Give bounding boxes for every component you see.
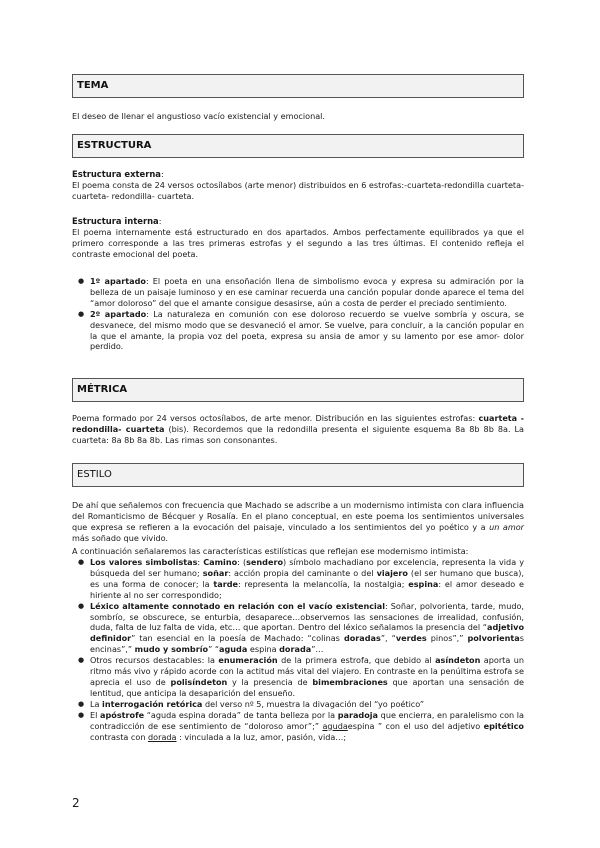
metrica-heading: MÉTRICA: [72, 378, 524, 402]
tema-heading: TEMA: [72, 74, 524, 98]
estructura-interna-text: El poema internamente está estructurado en dos apartados. Ambos perfectamente equilibrados ya que el primero corresponde a las tres primeras estrofas y el segundo a las tres últimas. El contenido refleja el contraste emocional del poeta.: [72, 226, 524, 259]
list-item: ● 1º apartado: El poeta en una ensoñación llena de simbolismo evoca y expresa su admiración por la belleza de un paisaje luminoso y en ese caminar recuerda una canción popular donde aparece el tema del “amor doloroso” del que el amante consigue desasirse, aún a costa de perder el preciado sentimiento.: [72, 276, 524, 309]
list-item: ● El apóstrofe “aguda espina dorada” de tanta belleza por la paradoja que encierra, en paralelismo con la contradicción de ese sentimiento de “doloroso amor”;” agudaespina ” con el uso del adjetivo epitético contrasta con dorada : vinculada a la luz, amor, pasión, vida…;: [72, 710, 524, 743]
estilo-list: [72, 557, 524, 742]
page-number: 2: [72, 796, 80, 810]
metrica-text: Poema formado por 24 versos octosílabos, de arte menor. Distribución en las siguientes estrofas: cuarteta -redondilla- cuarteta (bis). Recordemos que la redondilla presenta el siguiente esquema 8a 8b 8b 8a. La cuarteta: 8a 8b 8a 8b. Las rimas son consonantes.: [72, 413, 524, 445]
list-item: ● Léxico altamente connotado en relación con el vacío existencial: Soñar, polvorienta, tarde, mudo, sombrío, se obscurece, se enturbia, desaparece…observemos las sensaciones de irrealidad, confusión, duda, falta de luz falta de vida, etc… que aportan. Dentro del léxico señalamos la presencia del “adjetivo definidor” tan esencial en la poesía de Machado: “colinas doradas”, “verdes pinos”,” polvorientas encinas”,” mudo y sombrío” “aguda espina dorada”…: [72, 601, 524, 656]
estructura-interna-title: Estructura interna: [72, 216, 159, 226]
estructura-interna-block: Estructura interna: El poema internamente está estructurado en dos apartados. Ambos perfectamente equilibrados ya que el primero corresponde a las tres primeras estrofas y el segundo a las tres últimas. El contenido refleja el contraste emocional del poeta.: [72, 216, 524, 259]
tema-text: El deseo de llenar el angustioso vacío existencial y emocional.: [72, 111, 325, 121]
list-item: ● La interrogación retórica del verso nº 5, muestra la divagación del “yo poético”: [72, 699, 524, 710]
estructura-heading: ESTRUCTURA: [72, 134, 524, 158]
estilo-intro2: A continuación señalaremos las características estilísticas que reflejan ese modernismo intimista:: [72, 546, 469, 556]
estructura-externa-title: Estructura externa: [72, 169, 161, 179]
estructura-externa-block: Estructura externa: El poema consta de 24 versos octosílabos (arte menor) distribuidos en 6 estrofas:-cuarteta-redondilla cuarteta-cuarteta- redondilla- cuarteta.: [72, 169, 524, 201]
estilo-heading: ESTILO: [72, 463, 524, 487]
estilo-intro: De ahí que señalemos con frecuencia que Machado se adscribe a un modernismo intimista con clara influencia del Romanticismo de Bécquer y Rosalía. En el plano conceptual, en este poema los sentimientos universales que expresa se refieren a la evocación del paisaje, vinculado a los sentimientos del yo poético y a un amor más soñado que vivido.: [72, 500, 524, 543]
list-item: ● 2º apartado: La naturaleza en comunión con ese doloroso recuerdo se vuelve sombría y oscura, se desvanece, del mismo modo que se desvaneció el amor. Se vuelve, para concluir, a la canción popular en la que el amante, la propia voz del poeta, expresa su ansia de amor y su lamento por ese amor- dolor perdido.: [72, 309, 524, 353]
list-item: ● Los valores simbolistas: Camino: (sendero) símbolo machadiano por excelencia, representa la vida y búsqueda del ser humano; soñar: acción propia del caminante o del viajero (el ser humano que busca), es una forma de conocer; la tarde: representa la melancolía, la nostalgia; espina: el amor deseado e hiriente al no ser correspondido;: [72, 557, 524, 601]
list-item: ● Otros recursos destacables: la enumeración de la primera estrofa, que debido al asíndeton aporta un ritmo más vivo y rápido acorde con la actitud más vital del viajero. En contraste en la penúltima estrofa se aprecia el uso de polisíndeton y la presencia de bimembraciones que aportan una sensación de lentitud, que anticipa la desaparición del ensueño.: [72, 655, 524, 699]
apartados-list: [72, 276, 524, 352]
estructura-externa-text: El poema consta de 24 versos octosílabos (arte menor) distribuidos en 6 estrofas:-cuarteta-redondilla cuarteta-cuarteta- redondilla- cuarteta.: [72, 179, 524, 201]
